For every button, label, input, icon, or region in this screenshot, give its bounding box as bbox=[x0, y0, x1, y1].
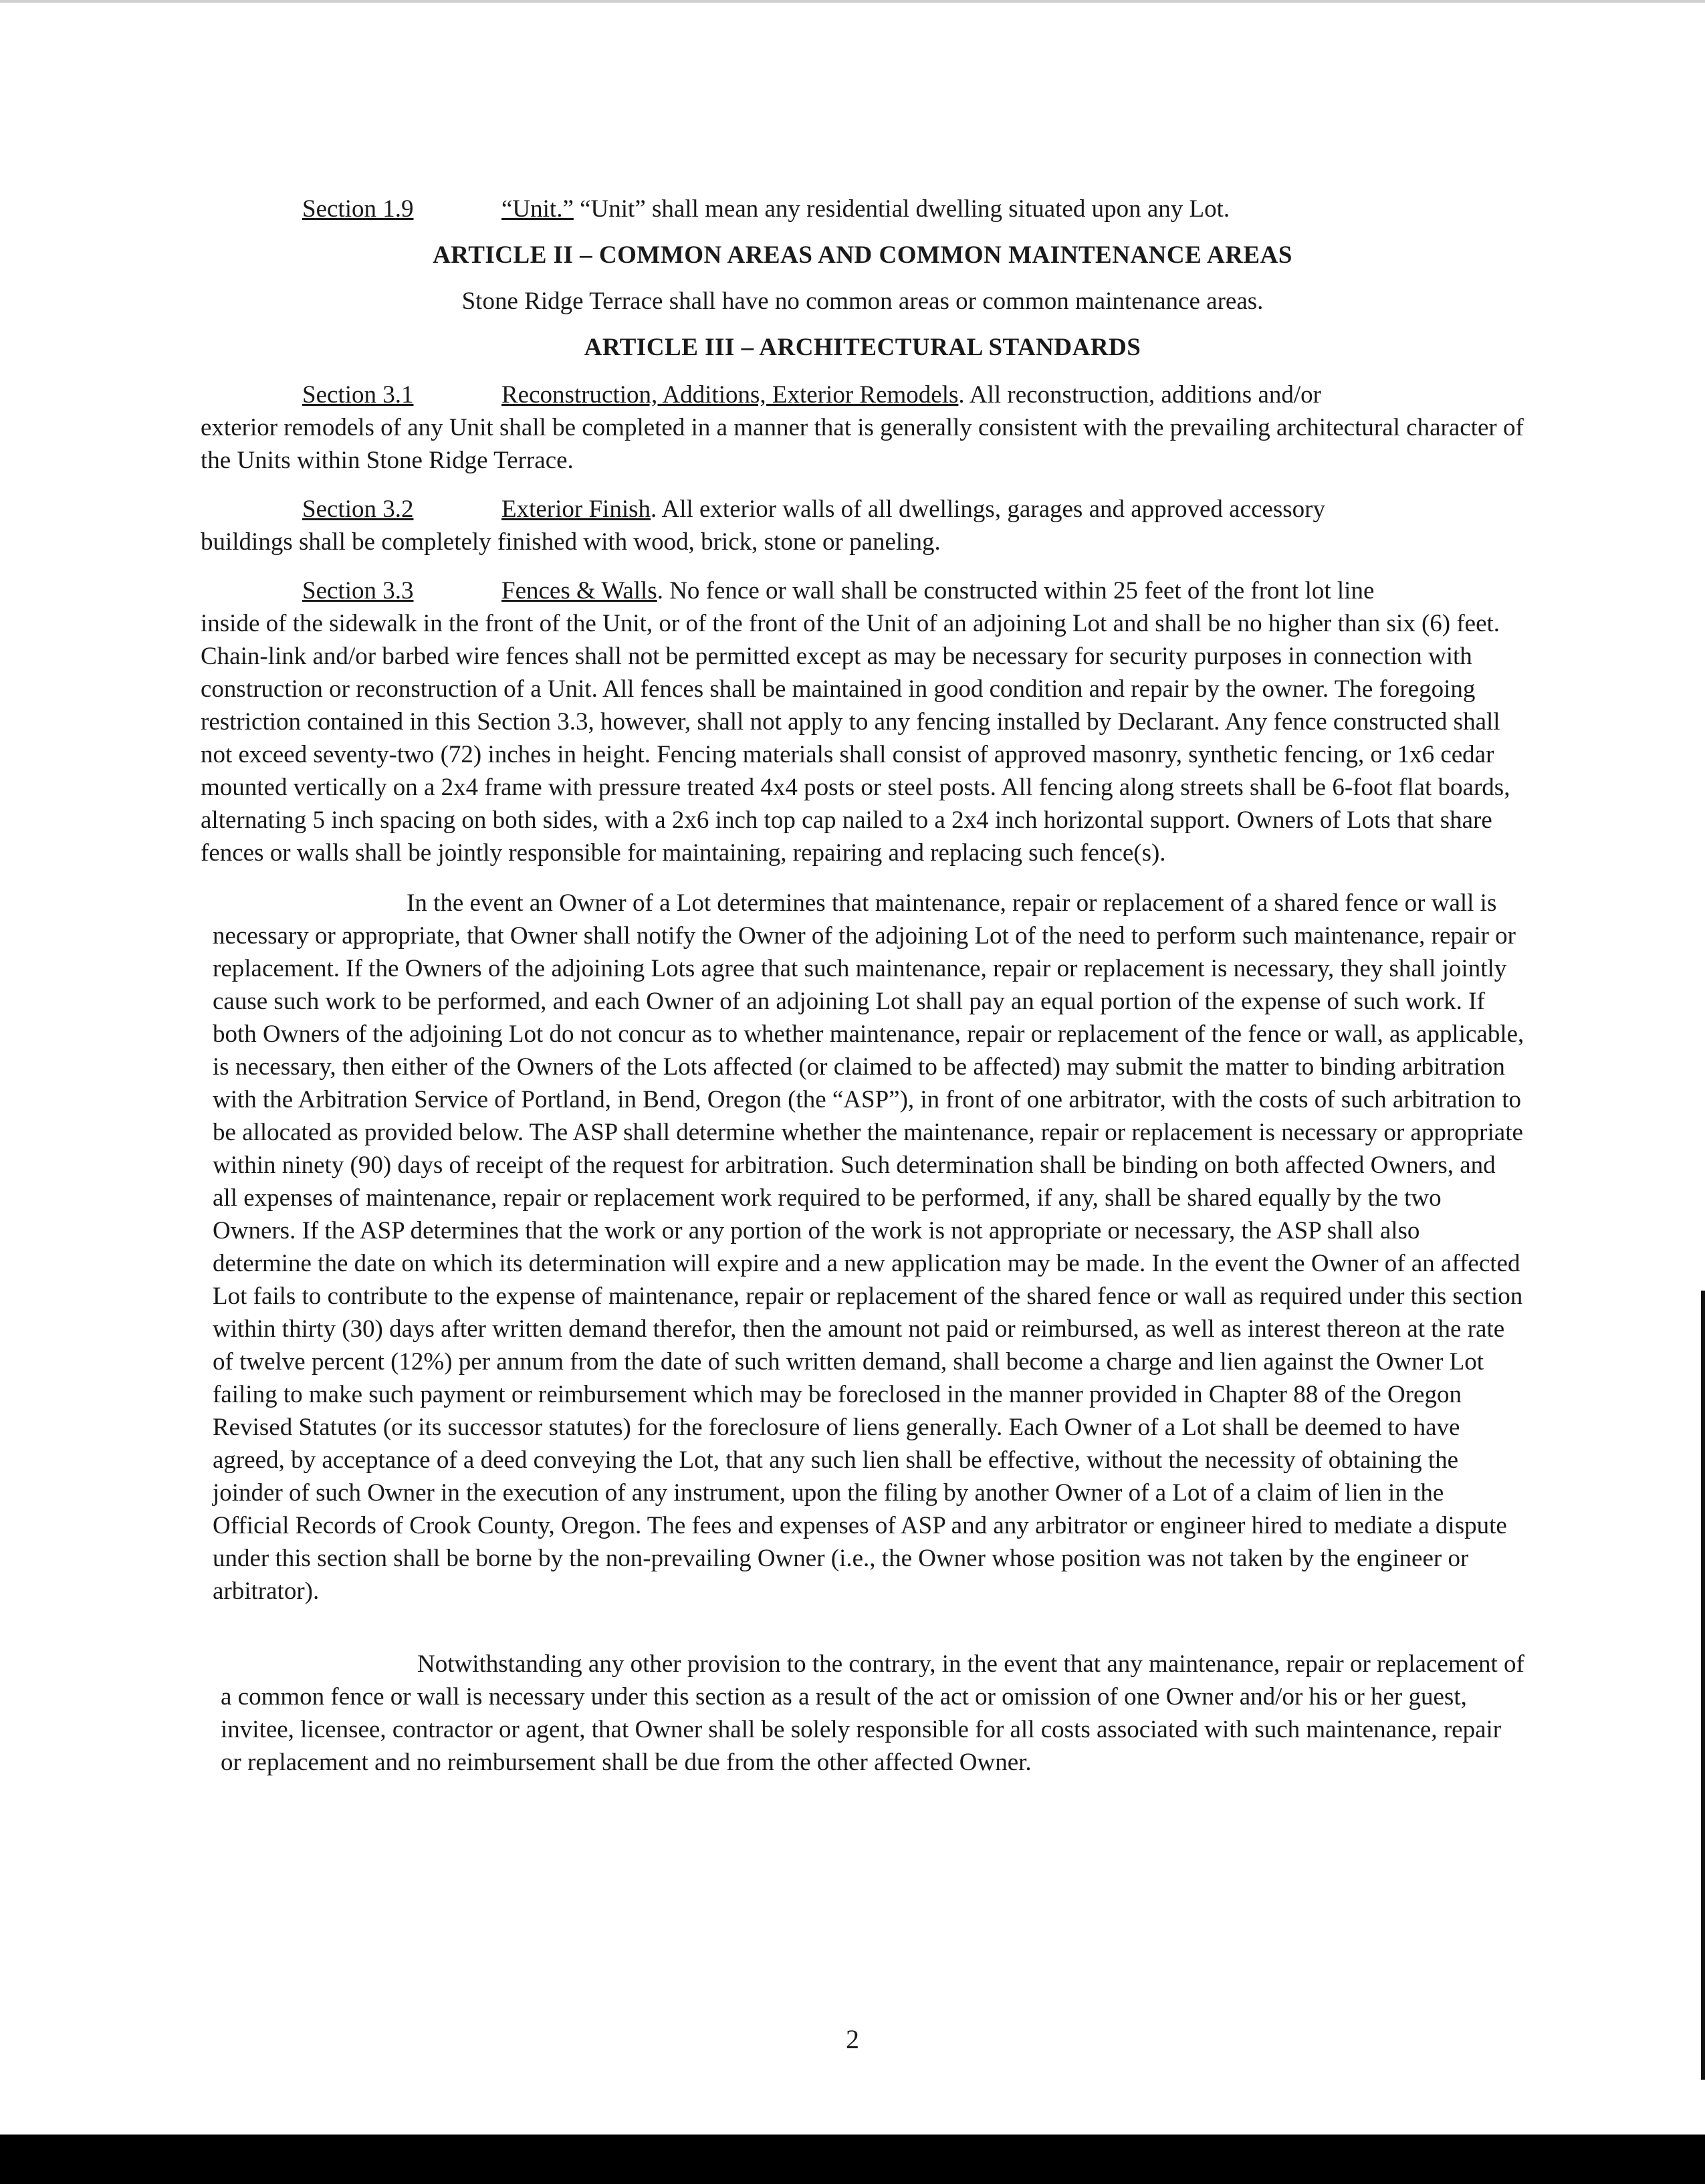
scan-right-edge bbox=[1701, 1291, 1705, 2080]
section-label: Section 3.2 bbox=[302, 496, 414, 523]
section-first-line: . No fence or wall shall be constructed within 25 feet of the front lot line bbox=[657, 577, 1375, 605]
section-label: Section 1.9 bbox=[302, 195, 414, 223]
document-page bbox=[201, 187, 1524, 1779]
section-3-2 bbox=[201, 493, 1524, 526]
paragraph-notwithstanding: Notwithstanding any other provision to the contrary, in the event that any maintenance, repair or replacement of a common fence or wall is necessary under this section as a result of the act or omission of one Owner and/or his or her guest, invitee, licensee, contractor or agent, that Owner shall be solely responsible for all costs associated with such maintenance, repair or replacement and no reimbursement shall be due from the other affected Owner. bbox=[221, 1650, 1524, 1776]
section-label: Section 3.1 bbox=[302, 381, 414, 409]
section-label: Section 3.3 bbox=[302, 577, 414, 605]
section-title: “Unit.” bbox=[501, 195, 574, 223]
scan-bottom-edge bbox=[0, 2135, 1705, 2184]
section-3-3 bbox=[201, 574, 1524, 607]
section-3-2-body: buildings shall be completely finished with wood, brick, stone or paneling. bbox=[201, 528, 941, 556]
section-3-1-body: exterior remodels of any Unit shall be completed in a manner that is generally consistent with the prevailing architectural character of the Units within Stone Ridge Terrace. bbox=[201, 414, 1524, 474]
article-3-heading: ARTICLE III – ARCHITECTURAL STANDARDS bbox=[584, 334, 1141, 361]
section-3-1 bbox=[201, 378, 1524, 411]
section-title: Reconstruction, Additions, Exterior Remodels bbox=[501, 381, 959, 409]
section-title: Fences & Walls bbox=[501, 577, 657, 605]
section-1-9 bbox=[201, 193, 1524, 225]
article-2-heading: ARTICLE II – COMMON AREAS AND COMMON MAINTENANCE AREAS bbox=[433, 241, 1292, 269]
article-2-body: Stone Ridge Terrace shall have no common areas or common maintenance areas. bbox=[461, 288, 1264, 315]
section-first-line: . All reconstruction, additions and/or bbox=[958, 381, 1321, 409]
section-title: Exterior Finish bbox=[501, 496, 651, 523]
section-first-line: . All exterior walls of all dwellings, garages and approved accessory bbox=[651, 496, 1325, 523]
section-body: “Unit” shall mean any residential dwelling situated upon any Lot. bbox=[580, 195, 1230, 223]
section-3-3-body: inside of the sidewalk in the front of the Unit, or of the front of the Unit of an adjoining Lot and shall be no higher than six (6) feet. Chain-link and/or barbed wire fences shall not be permitted except as may be necessary for security purposes in connection with construction or reconstruction of a Unit. All fences shall be maintained in good condition and repair by the owner. The foregoing restriction contained in this Section 3.3, however, shall not apply to any fencing installed by Declarant. Any fence constructed shall not exceed seventy-two (72) inches in height. Fencing materials shall consist of approved masonry, synthetic fencing, or 1x6 cedar mounted vertically on a 2x4 frame with pressure treated 4x4 posts or steel posts. All fencing along streets shall be 6-foot flat boards, alternating 5 inch spacing on both sides, with a 2x6 inch top cap nailed to a 2x4 inch horizontal support. Owners of Lots that share fences or walls shall be jointly responsible for maintaining, repairing and replacing such fence(s). bbox=[201, 610, 1510, 867]
scan-top-edge bbox=[0, 0, 1705, 3]
paragraph-shared-fence: In the event an Owner of a Lot determines that maintenance, repair or replacement of a shared fence or wall is necessary or appropriate, that Owner shall notify the Owner of the adjoining Lot of the need to perform such maintenance, repair or replacement. If the Owners of the adjoining Lots agree that such maintenance, repair or replacement is necessary, they shall jointly cause such work to be performed, and each Owner of an adjoining Lot shall pay an equal portion of the expense of such work. If both Owners of the adjoining Lot do not concur as to whether maintenance, repair or replacement of the fence or wall, as applicable, is necessary, then either of the Owners of the Lots affected (or claimed to be affected) may submit the matter to binding arbitration with the Arbitration Service of Portland, in Bend, Oregon (the “ASP”), in front of one arbitrator, with the costs of such arbitration to be allocated as provided below. The ASP shall determine whether the maintenance, repair or replacement is necessary or appropriate within ninety (90) days of receipt of the request for arbitration. Such determination shall be binding on both affected Owners, and all expenses of maintenance, repair or replacement work required to be performed, if any, shall be shared equally by the two Owners. If the ASP determines that the work or any portion of the work is not appropriate or necessary, the ASP shall also determine the date on which its determination will expire and a new application may be made. In the event the Owner of an affected Lot fails to contribute to the expense of maintenance, repair or replacement of the shared fence or wall as required under this section within thirty (30) days after written demand therefor, then the amount not paid or reimbursed, as well as interest thereon at the rate of twelve percent (12%) per annum from the date of such written demand, shall become a charge and lien against the Owner Lot failing to make such payment or reimbursement which may be foreclosed in the manner provided in Chapter 88 of the Oregon Revised Statutes (or its successor statutes) for the foreclosure of liens generally. Each Owner of a Lot shall be deemed to have agreed, by acceptance of a deed conveying the Lot, that any such lien shall be effective, without the necessity of obtaining the joinder of such Owner in the execution of any instrument, upon the filing by another Owner of a Lot of a claim of lien in the Official Records of Crook County, Oregon. The fees and expenses of ASP and any arbitrator or engineer hired to mediate a dispute under this section shall be borne by the non-prevailing Owner (i.e., the Owner whose position was not taken by the engineer or arbitrator). bbox=[213, 889, 1524, 1605]
page-number: 2 bbox=[846, 2024, 859, 2054]
